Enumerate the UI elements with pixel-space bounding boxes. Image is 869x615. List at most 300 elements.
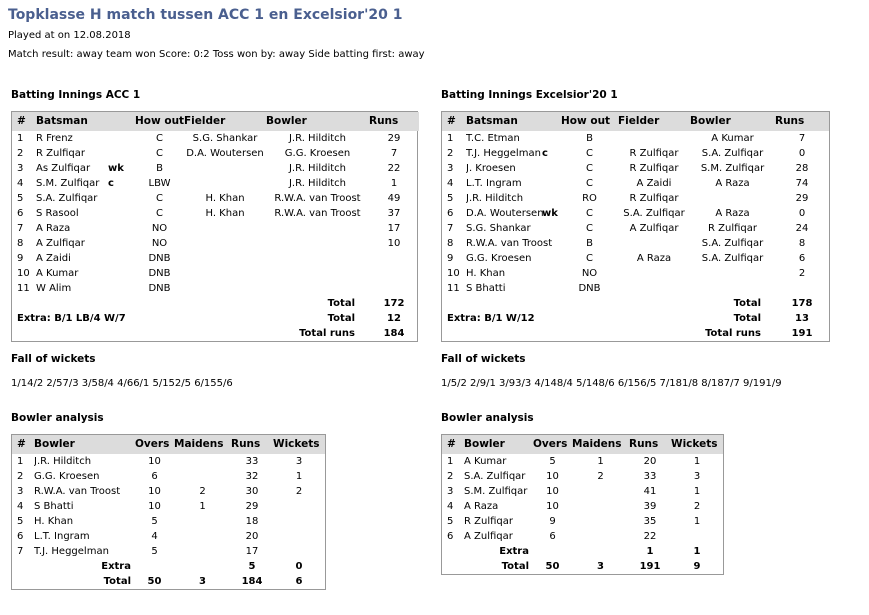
- bowler-overs: 6: [151, 471, 158, 482]
- how-out: B: [586, 238, 593, 249]
- batsman-name: T.C. Etman: [466, 133, 520, 144]
- bowler-name: G.G. Kroesen: [34, 471, 100, 482]
- batsman-runs: 8: [798, 238, 806, 249]
- bowler-runs: 29: [245, 501, 259, 512]
- bowler-name: S.A. Zulfiqar: [701, 148, 764, 159]
- bowler-runs: 17: [245, 546, 259, 557]
- bowler-row: [442, 499, 723, 514]
- bowler-row: [12, 544, 325, 559]
- bowler-overs: 5: [549, 456, 556, 467]
- batsman-row: [442, 221, 829, 236]
- batsman-cell: [466, 281, 561, 296]
- bowler-wickets: 1: [693, 516, 701, 527]
- bowler-extra-row: [12, 559, 325, 574]
- extras-breakdown: Extra: B/1 LB/4 W/7: [17, 313, 126, 324]
- batsman-name: As Zulfiqar: [36, 163, 91, 174]
- bowler-number: 3: [17, 486, 24, 497]
- batsman-runs: 0: [798, 148, 806, 159]
- bowler-number: 7: [17, 546, 24, 557]
- fielder-name: [184, 236, 266, 251]
- batsman-cell: [36, 251, 135, 266]
- batsman-number: 6: [17, 208, 24, 219]
- bowler-runs: 18: [245, 516, 259, 527]
- batsman-cell: [466, 131, 561, 146]
- batsman-name: S.G. Shankar: [466, 223, 531, 234]
- how-out: LBW: [148, 178, 171, 189]
- batsman-runs: 6: [798, 253, 806, 264]
- fielder-name: R Zulfiqar: [629, 148, 679, 159]
- batsman-runs: 7: [798, 133, 806, 144]
- col-how-out: How out: [561, 112, 618, 131]
- batsman-runs: 2: [798, 268, 806, 279]
- batting-header-row: [12, 112, 419, 131]
- bowler-wickets: 2: [295, 486, 303, 497]
- fielder-name: R Zulfiqar: [629, 163, 679, 174]
- col-wickets: Wickets: [671, 435, 723, 454]
- fielder-name: R Zulfiqar: [629, 193, 679, 204]
- total-overs: 50: [147, 576, 162, 587]
- batsman-row: [442, 146, 829, 161]
- fielder-name: [184, 281, 266, 296]
- batting-table-exc: [441, 111, 830, 342]
- batsman-name: A Zulfiqar: [36, 238, 85, 249]
- fielder-name: [184, 176, 266, 191]
- bowler-runs: 20: [643, 456, 657, 467]
- bowler-number: 5: [447, 516, 454, 527]
- fall-of-wickets-exc: 1/5/2 2/9/1 3/93/3 4/148/4 5/148/6 6/156/5 7/181/8 8/187/7 9/191/9: [441, 378, 782, 389]
- bowler-overs: 10: [546, 471, 559, 482]
- total-runs-row: [442, 326, 829, 341]
- bowler-maidens: 2: [597, 471, 604, 482]
- batsman-cell: [36, 206, 135, 221]
- bowler-runs: 30: [245, 486, 259, 497]
- col-runs: Runs: [369, 112, 419, 131]
- bowler-wickets: [273, 514, 325, 529]
- bowler-number: 3: [447, 486, 454, 497]
- bowler-maidens: [572, 499, 629, 514]
- bowler-name: H. Khan: [34, 516, 74, 527]
- batsman-number: 8: [447, 238, 454, 249]
- batsman-name: J.R. Hilditch: [466, 193, 524, 204]
- total-maidens: 3: [597, 561, 604, 572]
- bowler-name: G.G. Kroesen: [284, 148, 351, 159]
- bowler-number: 5: [17, 516, 24, 527]
- batsman-row: [442, 206, 829, 221]
- extras-total-label: Total: [733, 313, 761, 324]
- bowler-name: T.J. Heggelman: [34, 546, 109, 557]
- bowler-name: J.R. Hilditch: [34, 456, 92, 467]
- bowler-extra-row: [442, 544, 723, 559]
- extra-runs: 1: [646, 546, 654, 557]
- bowler-name: S.A. Zulfiqar: [701, 238, 764, 249]
- total-maidens: 3: [199, 576, 206, 587]
- total-runs-label: Total runs: [705, 328, 761, 339]
- bowler-runs: 33: [245, 456, 259, 467]
- batsman-name: T.J. Heggelman: [466, 148, 541, 159]
- fielder-name: [618, 266, 690, 281]
- batsman-runs: [775, 281, 829, 296]
- bowler-wickets: 3: [693, 471, 701, 482]
- batsman-runs: 10: [387, 238, 401, 249]
- bowler-number: 1: [447, 456, 454, 467]
- bowler-number: 6: [447, 531, 454, 542]
- batsman-row: [12, 281, 419, 296]
- bowler-table-exc: [441, 434, 724, 575]
- bowler-name: R.W.A. van Troost: [274, 193, 361, 204]
- batsman-row: [442, 251, 829, 266]
- how-out: NO: [151, 238, 168, 249]
- bowler-overs: 10: [546, 486, 559, 497]
- batting-total-row: [442, 296, 829, 311]
- bowler-row: [12, 499, 325, 514]
- bowler-maidens: [174, 544, 231, 559]
- total-value: 172: [383, 298, 405, 309]
- col-number: #: [442, 435, 464, 454]
- batsman-number: 9: [17, 253, 24, 264]
- batsman-number: 1: [447, 133, 454, 144]
- how-out: DNB: [578, 283, 601, 294]
- extras-total-value: 13: [795, 313, 809, 324]
- captain-badge: c: [542, 148, 548, 159]
- batsman-cell: [466, 161, 561, 176]
- batsman-name: G.G. Kroesen: [466, 253, 532, 264]
- bowler-name: A Raza: [715, 208, 750, 219]
- page-title: Topklasse H match tussen ACC 1 en Excelsior'20 1: [8, 7, 403, 23]
- bowler-runs: 22: [643, 531, 657, 542]
- how-out: C: [156, 148, 163, 159]
- batsman-cell: [36, 191, 135, 206]
- bowler-maidens: 2: [199, 486, 206, 497]
- bowler-name: [266, 251, 369, 266]
- batsman-number: 4: [447, 178, 454, 189]
- batsman-cell: [36, 131, 135, 146]
- bowler-overs: 6: [549, 531, 556, 542]
- match-result: Match result: away team won Score: 0:2 Toss won by: away Side batting first: away: [8, 49, 425, 60]
- batsman-name: S Bhatti: [466, 283, 506, 294]
- how-out: NO: [151, 223, 168, 234]
- fielder-name: S.A. Zulfiqar: [623, 208, 685, 219]
- bowler-row: [12, 469, 325, 484]
- bowler-runs: 32: [245, 471, 259, 482]
- batsman-cell: [36, 221, 135, 236]
- batsman-runs: 17: [387, 223, 401, 234]
- bowler-total-label: Total: [501, 561, 529, 572]
- total-value: 178: [791, 298, 813, 309]
- batsman-row: [442, 266, 829, 281]
- batsman-cell: [36, 161, 135, 176]
- bowler-runs: 33: [643, 471, 657, 482]
- extras-row: [442, 311, 829, 326]
- bowler-wickets: [273, 544, 325, 559]
- bowler-wickets: 1: [693, 486, 701, 497]
- fielder-name: H. Khan: [205, 208, 245, 219]
- fielder-name: H. Khan: [205, 193, 245, 204]
- batsman-number: 7: [447, 223, 454, 234]
- bowler-number: 4: [447, 501, 454, 512]
- batsman-number: 6: [447, 208, 454, 219]
- bowler-name: S.A. Zulfiqar: [701, 253, 764, 264]
- bowler-total-row: [12, 574, 325, 589]
- batsman-row: [12, 131, 419, 146]
- bowler-row: [12, 454, 325, 469]
- batsman-name: S.A. Zulfiqar: [36, 193, 98, 204]
- bowler-overs: 10: [148, 501, 161, 512]
- captain-badge: c: [108, 178, 114, 189]
- how-out: DNB: [148, 253, 171, 264]
- batsman-runs: 29: [387, 133, 401, 144]
- batsman-name: L.T. Ingram: [466, 178, 522, 189]
- batsman-name: H. Khan: [466, 268, 506, 279]
- batsman-name: R.W.A. van Troost: [466, 238, 553, 249]
- col-overs: Overs: [533, 435, 572, 454]
- fielder-name: S.G. Shankar: [192, 133, 258, 144]
- total-overs: 50: [545, 561, 560, 572]
- bowler-name: [690, 266, 775, 281]
- bowler-name: S Bhatti: [34, 501, 74, 512]
- bowler-name: [690, 281, 775, 296]
- batsman-runs: 74: [795, 178, 809, 189]
- batsman-runs: [369, 266, 419, 281]
- how-out: C: [586, 208, 593, 219]
- bowler-name: A Kumar: [711, 133, 754, 144]
- how-out: B: [156, 163, 163, 174]
- bowler-number: 1: [17, 456, 24, 467]
- batsman-number: 11: [17, 283, 30, 294]
- batting-heading-acc: Batting Innings ACC 1: [11, 89, 141, 101]
- bowler-number: 2: [447, 471, 454, 482]
- bowler-overs: 5: [151, 546, 158, 557]
- bowler-overs: 9: [549, 516, 556, 527]
- bowler-name: A Raza: [715, 178, 750, 189]
- bowler-total-label: Total: [103, 576, 131, 587]
- batsman-number: 11: [447, 283, 460, 294]
- batsman-name: A Zaidi: [36, 253, 71, 264]
- bowler-maidens: [174, 529, 231, 544]
- col-number: #: [12, 112, 36, 131]
- extra-runs: 5: [248, 561, 256, 572]
- bowler-name: R.W.A. van Troost: [274, 208, 361, 219]
- batsman-row: [12, 161, 419, 176]
- how-out: DNB: [148, 268, 171, 279]
- batsman-cell: [36, 266, 135, 281]
- batsman-number: 9: [447, 253, 454, 264]
- col-fielder: Fielder: [618, 112, 690, 131]
- bowler-heading-acc: Bowler analysis: [11, 412, 104, 424]
- batsman-name: S Rasool: [36, 208, 79, 219]
- bowler-wickets: 1: [295, 471, 303, 482]
- bowler-wickets: 2: [693, 501, 701, 512]
- bowler-row: [12, 514, 325, 529]
- batsman-row: [442, 236, 829, 251]
- col-runs: Runs: [231, 435, 273, 454]
- batsman-row: [442, 176, 829, 191]
- bowler-name: [266, 281, 369, 296]
- batsman-number: 7: [17, 223, 24, 234]
- batsman-runs: 49: [387, 193, 401, 204]
- bowler-number: 6: [17, 531, 24, 542]
- batsman-runs: 22: [387, 163, 401, 174]
- bowler-header-row: [12, 435, 325, 454]
- batsman-row: [442, 131, 829, 146]
- how-out: C: [586, 163, 593, 174]
- fielder-name: [184, 266, 266, 281]
- batsman-row: [12, 251, 419, 266]
- fielder-name: D.A. Woutersen: [186, 148, 264, 159]
- batsman-cell: [36, 281, 135, 296]
- fielder-name: A Zaidi: [636, 178, 672, 189]
- played-info: Played at on 12.08.2018: [8, 30, 131, 41]
- bowler-maidens: [572, 514, 629, 529]
- bowler-name: S.A. Zulfiqar: [464, 471, 526, 482]
- bowler-wickets: [273, 529, 325, 544]
- fall-heading-exc: Fall of wickets: [441, 353, 526, 365]
- bowler-name: A Raza: [464, 501, 499, 512]
- col-wickets: Wickets: [273, 435, 325, 454]
- extra-wickets: 1: [693, 546, 701, 557]
- fall-of-wickets-acc: 1/14/2 2/57/3 3/58/4 4/66/1 5/152/5 6/155/6: [11, 378, 233, 389]
- bowler-name: [266, 236, 369, 251]
- how-out: C: [586, 253, 593, 264]
- batsman-name: W Alim: [36, 283, 72, 294]
- col-bowler: Bowler: [34, 435, 135, 454]
- fielder-name: A Zulfiqar: [629, 223, 679, 234]
- bowler-name: A Zulfiqar: [464, 531, 513, 542]
- batsman-name: R Frenz: [36, 133, 73, 144]
- batting-heading-exc: Batting Innings Excelsior'20 1: [441, 89, 618, 101]
- bowler-name: L.T. Ingram: [34, 531, 90, 542]
- fielder-name: [184, 251, 266, 266]
- bowler-maidens: [572, 529, 629, 544]
- how-out: B: [586, 133, 593, 144]
- extra-label: Extra: [499, 546, 529, 557]
- bowler-overs: 10: [546, 501, 559, 512]
- batsman-cell: [466, 176, 561, 191]
- col-runs: Runs: [629, 435, 671, 454]
- total-bowl-runs: 184: [241, 576, 263, 587]
- batsman-number: 2: [447, 148, 454, 159]
- batsman-name: A Kumar: [36, 268, 79, 279]
- batsman-cell: [36, 176, 135, 191]
- fall-heading-acc: Fall of wickets: [11, 353, 96, 365]
- batsman-cell: [36, 146, 135, 161]
- batsman-row: [12, 191, 419, 206]
- bowler-maidens: 1: [199, 501, 206, 512]
- bowler-overs: 5: [151, 516, 158, 527]
- bowler-runs: 39: [643, 501, 657, 512]
- how-out: C: [586, 148, 593, 159]
- batting-header-row: [442, 112, 829, 131]
- batsman-number: 2: [17, 148, 24, 159]
- bowler-runs: 35: [643, 516, 657, 527]
- bowler-wickets: [273, 499, 325, 514]
- total-wickets: 9: [693, 561, 701, 572]
- col-maidens: Maidens: [174, 435, 231, 454]
- bowler-header-row: [442, 435, 723, 454]
- bowler-name: J.R. Hilditch: [288, 178, 347, 189]
- how-out: DNB: [148, 283, 171, 294]
- batting-total-row: [12, 296, 419, 311]
- col-bowler: Bowler: [690, 112, 775, 131]
- batsman-runs: 37: [387, 208, 401, 219]
- wicketkeeper-badge: wk: [108, 163, 124, 174]
- total-label: Total: [733, 298, 761, 309]
- col-bowler: Bowler: [266, 112, 369, 131]
- batsman-runs: 1: [390, 178, 398, 189]
- bowler-row: [12, 484, 325, 499]
- batsman-runs: 7: [390, 148, 398, 159]
- bowler-name: R Zulfiqar: [708, 223, 757, 234]
- bowler-name: [266, 266, 369, 281]
- bowler-maidens: [174, 469, 231, 484]
- batsman-number: 5: [17, 193, 24, 204]
- col-runs: Runs: [775, 112, 829, 131]
- batsman-row: [442, 281, 829, 296]
- batsman-number: 5: [447, 193, 454, 204]
- bowler-overs: 10: [148, 486, 161, 497]
- bowler-row: [442, 514, 723, 529]
- how-out: C: [586, 178, 593, 189]
- wicketkeeper-badge: wk: [542, 208, 558, 219]
- col-overs: Overs: [135, 435, 174, 454]
- how-out: RO: [582, 193, 597, 204]
- batsman-number: 8: [17, 238, 24, 249]
- fielder-name: [618, 236, 690, 251]
- bowler-number: 4: [17, 501, 24, 512]
- batsman-row: [12, 206, 419, 221]
- batsman-row: [12, 176, 419, 191]
- extra-label: Extra: [101, 561, 131, 572]
- total-label: Total: [327, 298, 355, 309]
- how-out: C: [156, 208, 163, 219]
- bowler-overs: 4: [151, 531, 158, 542]
- batsman-runs: 29: [795, 193, 809, 204]
- batsman-runs: 0: [798, 208, 806, 219]
- bowler-row: [442, 529, 723, 544]
- batsman-number: 3: [17, 163, 24, 174]
- batsman-name: S.M. Zulfiqar: [36, 178, 100, 189]
- bowler-row: [442, 469, 723, 484]
- col-batsman: Batsman: [36, 112, 135, 131]
- bowler-heading-exc: Bowler analysis: [441, 412, 534, 424]
- batsman-cell: [466, 221, 561, 236]
- total-wickets: 6: [295, 576, 303, 587]
- fielder-name: [618, 131, 690, 146]
- batsman-name: A Raza: [36, 223, 71, 234]
- batsman-name: D.A. Woutersen: [466, 208, 544, 219]
- bowler-name: [266, 221, 369, 236]
- batsman-runs: [369, 281, 419, 296]
- bowler-name: R.W.A. van Troost: [34, 486, 121, 497]
- batsman-cell: [466, 251, 561, 266]
- batsman-row: [12, 146, 419, 161]
- bowler-row: [442, 454, 723, 469]
- batsman-runs: [369, 251, 419, 266]
- batsman-row: [12, 236, 419, 251]
- total-runs-value: 184: [383, 328, 405, 339]
- col-fielder: Fielder: [184, 112, 266, 131]
- batsman-cell: [466, 206, 561, 221]
- batsman-number: 3: [447, 163, 454, 174]
- bowler-name: A Kumar: [464, 456, 507, 467]
- extras-total-value: 12: [387, 313, 401, 324]
- bowler-name: S.M. Zulfiqar: [464, 486, 528, 497]
- bowler-maidens: 1: [597, 456, 604, 467]
- fielder-name: [184, 161, 266, 176]
- batsman-number: 10: [447, 268, 460, 279]
- total-runs-value: 191: [791, 328, 813, 339]
- col-maidens: Maidens: [572, 435, 629, 454]
- batsman-row: [12, 221, 419, 236]
